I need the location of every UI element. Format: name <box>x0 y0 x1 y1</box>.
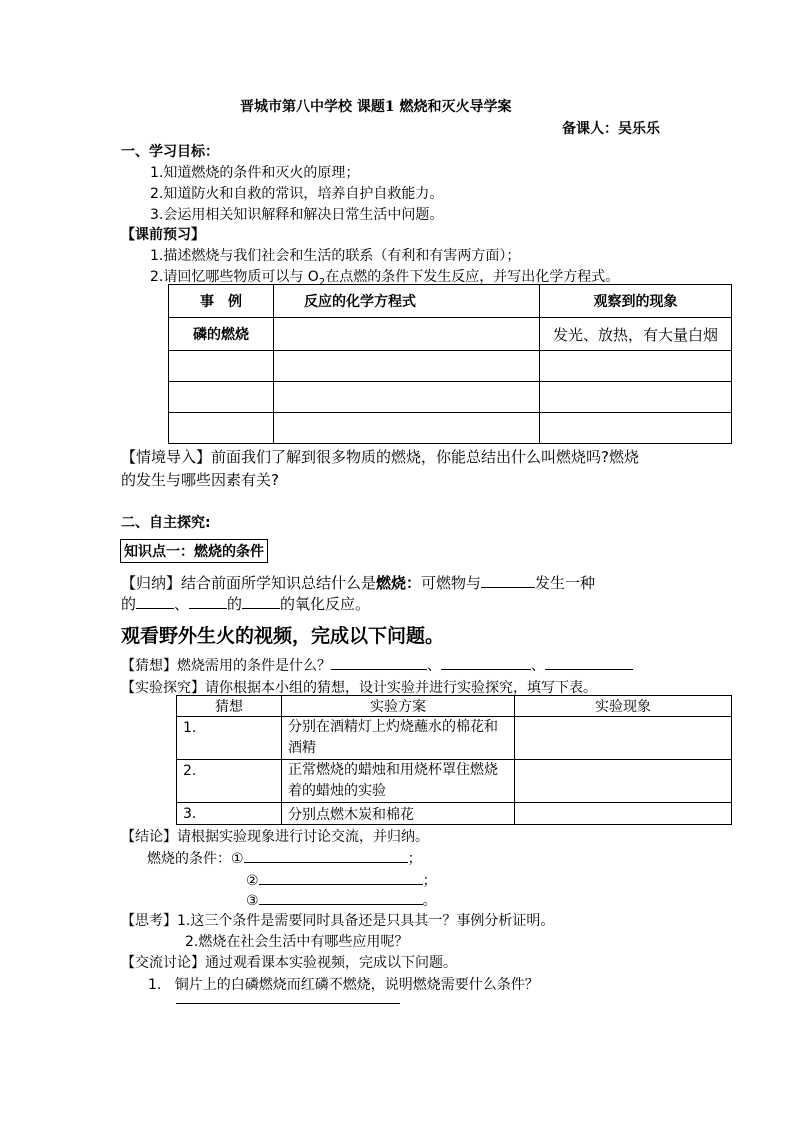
knowledge-point-1: 知识点一：燃烧的条件 <box>120 539 268 563</box>
blank-field[interactable] <box>242 594 280 609</box>
goal-item: 2.知道防火和自救的常识，培养自护自救能力。 <box>150 186 444 202</box>
blank-field[interactable] <box>481 573 535 588</box>
table-cell[interactable] <box>169 413 274 444</box>
table-cell[interactable] <box>540 413 732 444</box>
blank-field[interactable] <box>441 655 531 670</box>
table-header: 反应的化学方程式 <box>274 285 540 318</box>
conclusion: 【结论】请根据实验现象进行讨论交流，并归纳。 <box>121 829 429 845</box>
guess-line: 【猜想】燃烧需用的条件是什么？ 、 、 <box>121 655 633 675</box>
table-cell[interactable] <box>515 760 732 803</box>
table-header: 猜想 <box>177 696 282 717</box>
preview-heading: 【课前预习】 <box>121 227 205 243</box>
think-1: 【思考】1.这三个条件是需要同时具备还是只具其一？事例分析证明。 <box>121 913 555 929</box>
table-cell: 分别在酒精灯上灼烧蘸水的棉花和酒精 <box>282 717 515 760</box>
blank-field[interactable] <box>136 594 174 609</box>
situation-line: 的发生与哪些因素有关? <box>121 471 279 489</box>
table-cell[interactable] <box>169 382 274 413</box>
table-cell[interactable] <box>274 413 540 444</box>
discussion: 【交流讨论】通过观看课本实验视频，完成以下问题。 <box>121 955 457 971</box>
table-cell[interactable] <box>274 382 540 413</box>
table-header: 事 例 <box>169 285 274 318</box>
summary-line-1: 【归纳】结合前面所学知识总结什么是燃烧：可燃物与 发生一种 <box>121 574 596 592</box>
table-cell[interactable] <box>515 717 732 760</box>
table-cell: 分别点燃木炭和棉花 <box>282 803 515 825</box>
condition-3: ③ 。 <box>246 890 437 910</box>
table-cell: 发光、放热，有大量白烟 <box>540 318 732 351</box>
table-cell[interactable] <box>274 351 540 382</box>
goal-item: 1.知道燃烧的条件和灭火的原理； <box>150 165 360 181</box>
goal-item: 3.会运用相关知识解释和解决日常生活中问题。 <box>150 207 444 223</box>
summary-line-2: 的 、 的 的氧化反应。 <box>121 595 371 613</box>
experiment-instruction: 【实验探究】请你根据本小组的猜想，设计实验并进行实验探究，填写下表。 <box>121 680 597 696</box>
preview-item-1: 1.描述燃烧与我们社会和生活的联系（有利和有害两方面）； <box>150 248 521 264</box>
condition-1: 燃烧的条件：① ； <box>147 848 422 868</box>
goals-heading: 一、学习目标： <box>121 144 219 160</box>
page-title: 晋城市第八中学校 课题1 燃烧和灭火导学案 <box>240 99 512 115</box>
author: 备课人：吴乐乐 <box>562 121 660 137</box>
table-cell[interactable] <box>540 351 732 382</box>
table-cell: 1. <box>177 717 282 760</box>
table-cell: 2. <box>177 760 282 803</box>
table-header: 观察到的现象 <box>540 285 732 318</box>
table-cell[interactable] <box>515 803 732 825</box>
blank-field[interactable] <box>189 594 227 609</box>
reaction-table <box>168 284 732 444</box>
table-cell: 磷的燃烧 <box>169 318 274 351</box>
table-header: 实验方案 <box>282 696 515 717</box>
table-cell: 正常燃烧的蜡烛和用烧杯罩住燃烧着的蜡烛的实验 <box>282 760 515 803</box>
explore-heading: 二、自主探究: <box>121 515 211 531</box>
table-cell: 3. <box>177 803 282 825</box>
table-cell[interactable] <box>169 351 274 382</box>
blank-field[interactable] <box>244 848 408 863</box>
preview-item-2: 2.请回忆哪些物质可以与 $O_2$在点燃的条件下发生反应，并写出化学方程式。 <box>150 269 620 288</box>
table-header: 实验现象 <box>515 696 732 717</box>
question-1: 1. 铜片上的白磷燃烧而红磷不燃烧，说明燃烧需要什么条件？ <box>148 977 539 993</box>
experiment-table <box>176 695 732 825</box>
blank-field[interactable] <box>259 890 423 905</box>
blank-field[interactable] <box>545 655 633 670</box>
think-2: 2.燃烧在社会生活中有哪些应用呢？ <box>185 934 409 950</box>
table-cell[interactable] <box>540 382 732 413</box>
table-cell[interactable] <box>274 318 540 351</box>
blank-field[interactable] <box>259 870 423 885</box>
answer-line[interactable] <box>176 1003 400 1004</box>
condition-2: ② ； <box>246 870 437 890</box>
blank-field[interactable] <box>331 655 427 670</box>
situation-line: 【情境导入】前面我们了解到很多物质的燃烧，你能总结出什么叫燃烧吗?燃烧 <box>121 448 639 466</box>
video-instruction: 观看野外生火的视频，完成以下问题。 <box>121 625 445 647</box>
